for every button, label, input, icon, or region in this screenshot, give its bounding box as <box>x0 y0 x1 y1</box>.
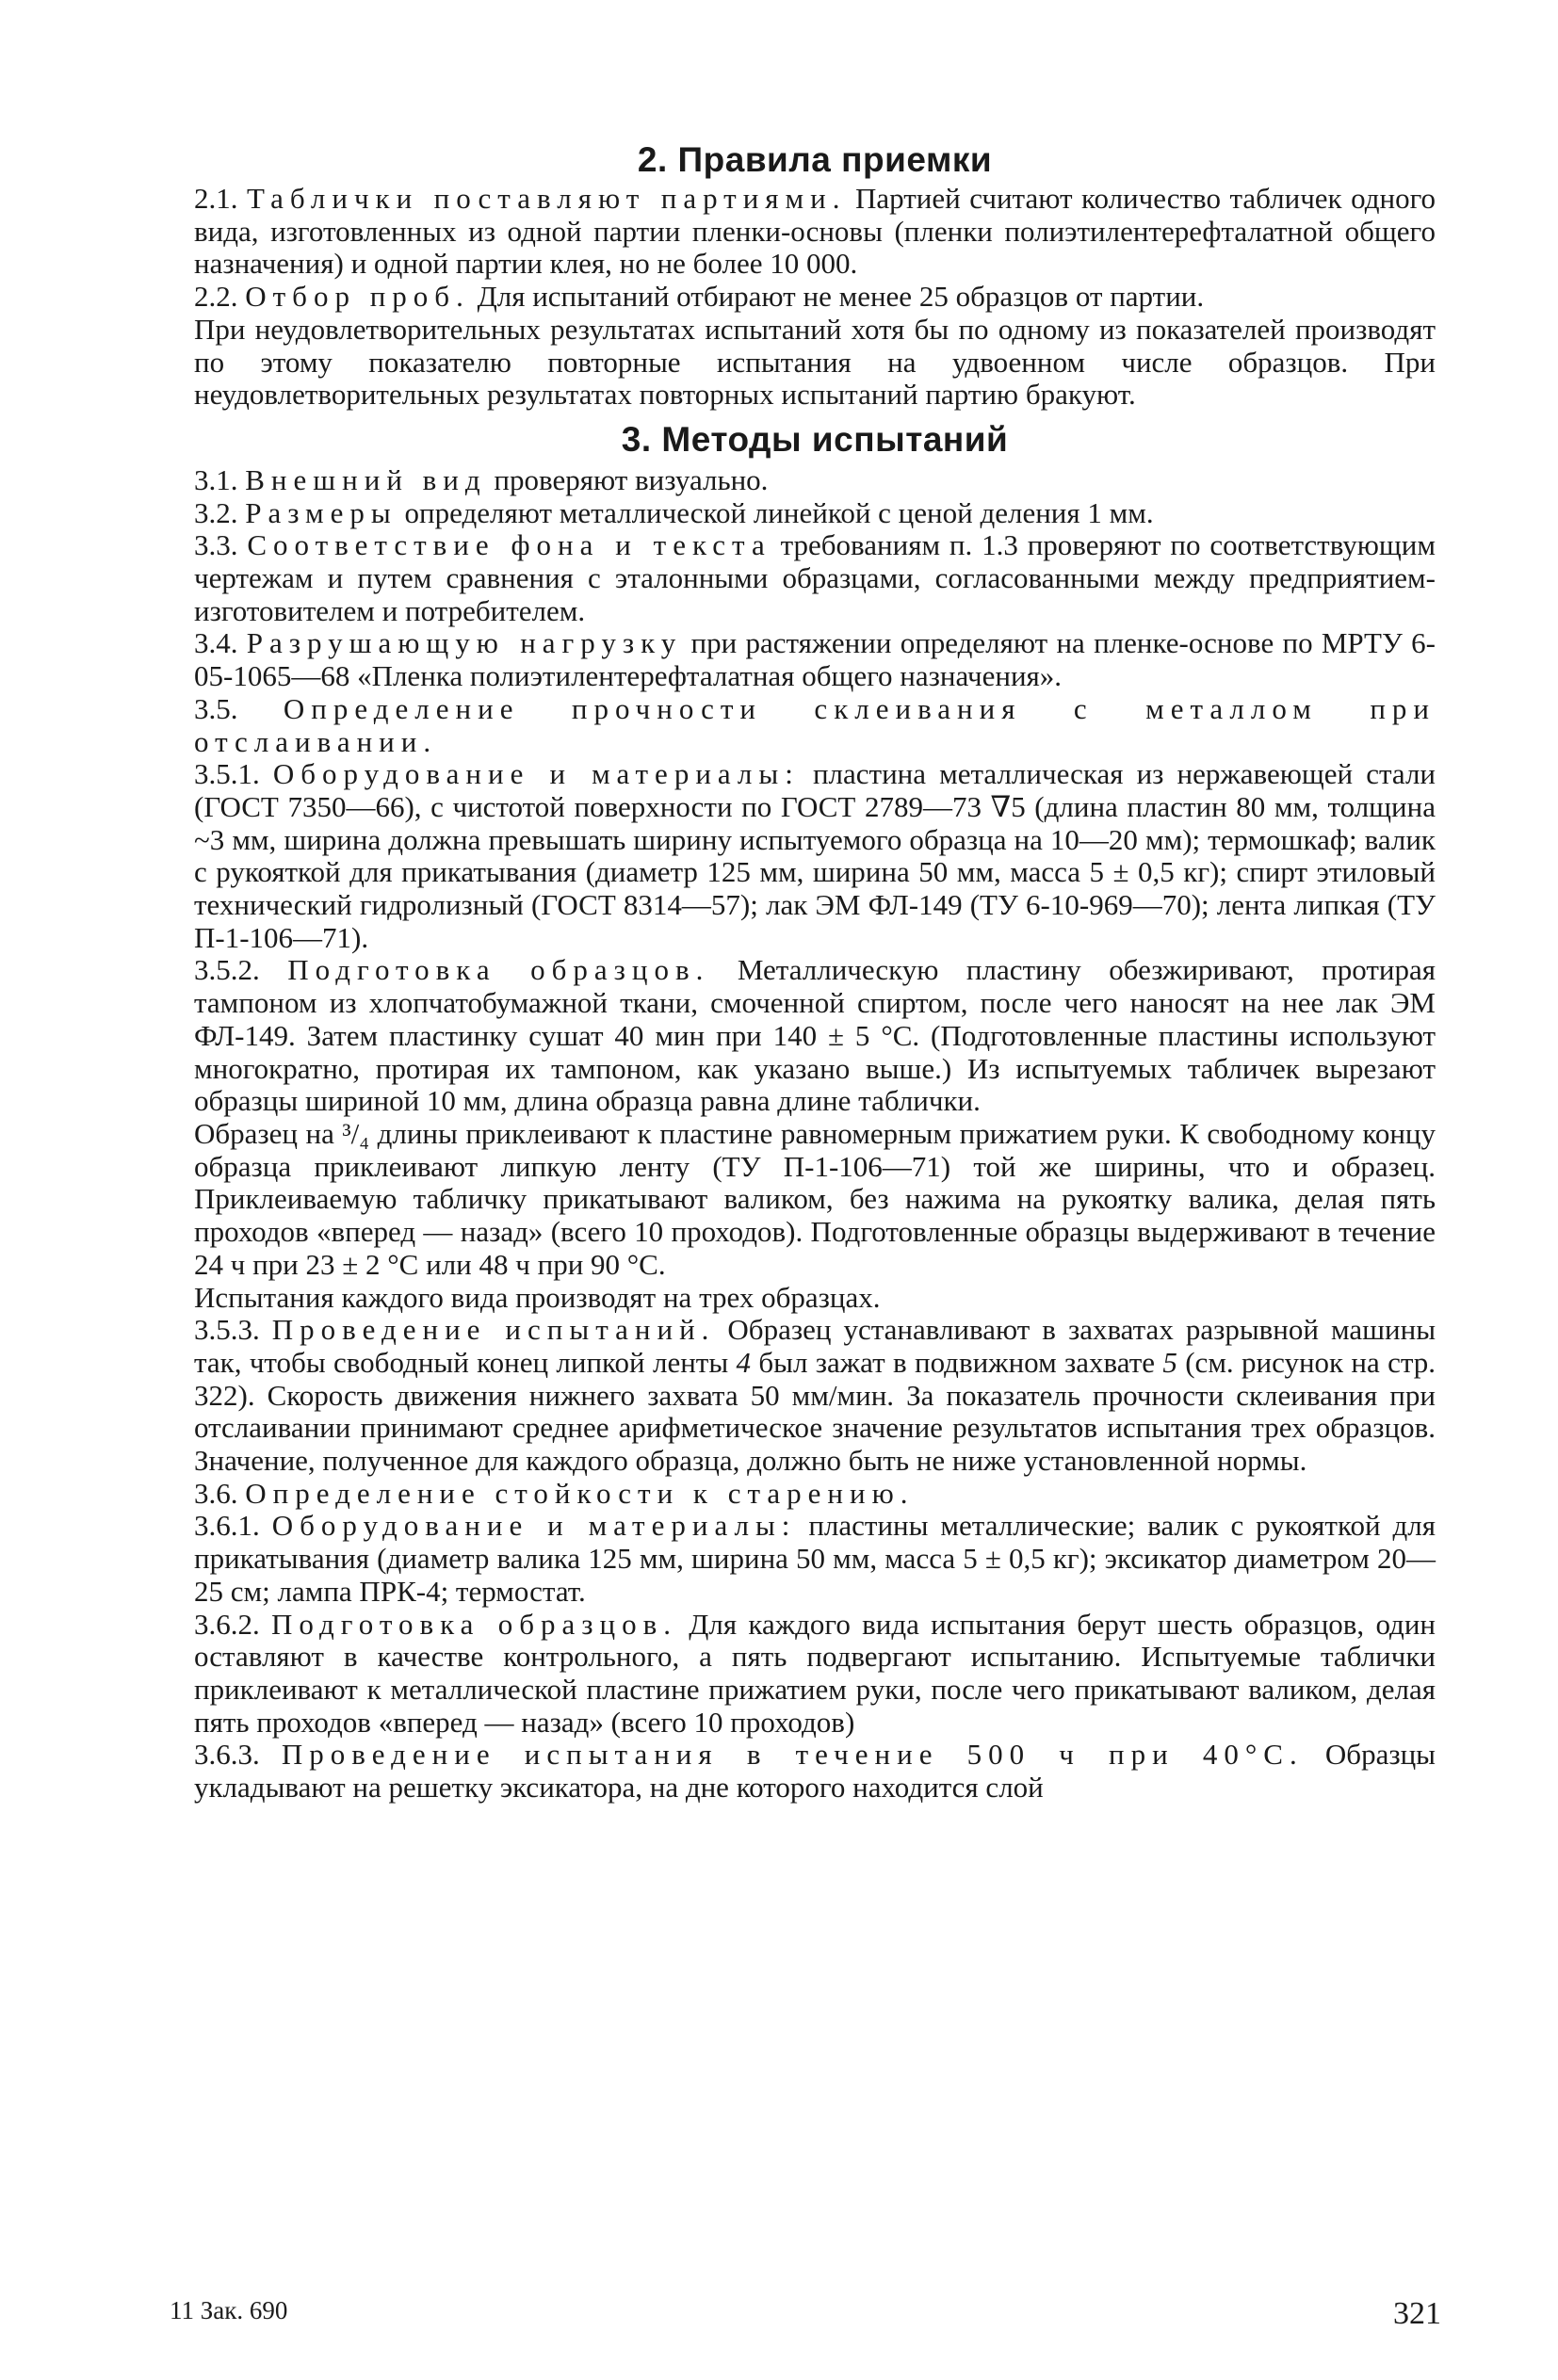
clause-number: 3.2. <box>194 495 238 529</box>
clause-text: Партией считают количество табличек одного вида, изготовленных из одной партии пленки-основы (пленки полиэтилентерефталатной общего назначения) и одной партии клея, но не более 10 000. <box>194 182 1436 281</box>
clause-lead: Подготовка образцов. <box>271 1607 677 1641</box>
page-footer <box>170 2296 1441 2334</box>
print-order-mark: 11 Зак. 690 <box>170 2296 288 2324</box>
paragraph-3-5-3 <box>194 1314 1436 1478</box>
clause-number: 2.1. <box>194 182 238 215</box>
clause-text: Для каждого вида испытания берут шесть образцов, один оставляют в качестве контрольного, а пять подвергают испытанию. Испытуемые таблички приклеивают к металлической пластине прижатием руки, после чего прикатывают валиком, делая пять проходов «вперед — назад» (всего 10 проходов) <box>194 1607 1436 1739</box>
clause-number: 3.6.1. <box>194 1509 260 1543</box>
paragraph-3-5 <box>194 693 1436 758</box>
clause-lead: Оборудование и материалы: <box>272 757 800 791</box>
clause-lead: Проведение испытания в течение 500 ч при 40°С. <box>281 1738 1304 1772</box>
clause-text: был зажат в подвижном захвате <box>758 1345 1156 1379</box>
clause-lead: Определение стойкости к старению. <box>245 1476 915 1510</box>
clause-lead: Соответствие фона и текста <box>247 528 771 562</box>
clause-text: пластины металлические; валик с рукояткой для прикатывания (диаметр валика 125 мм, ширина 50 мм, масса 5 ± 0,5 кг); эксикатор диаметром 20—25 см; лампа ПРК-4; термостат. <box>194 1509 1436 1608</box>
clause-number: 3.5.2. <box>194 953 260 987</box>
clause-text: проверяют визуально. <box>494 462 769 496</box>
page-number: 321 <box>1393 2296 1441 2331</box>
clause-lead: Подготовка образцов. <box>287 953 710 987</box>
clause-lead: Таблички поставляют партиями. <box>246 182 847 215</box>
clause-number: 3.6. <box>194 1476 238 1510</box>
clause-lead: Определение прочности склеивания с металлом при отслаивании. <box>194 691 1436 758</box>
paragraph-3-6-1 <box>194 1510 1436 1608</box>
clause-number: 3.3. <box>194 528 238 562</box>
paragraph-3-5-2-b: Образец на ³/₄ длины приклеивают к пластине равномерным прижатием руки. К свободному концу образца приклеивают липкую ленту (ТУ П-1-106—71) той же ширины, что и образец. Приклеиваемую табличку прикатывают валиком, без нажима на рукоятку валика, делая пять проходов «вперед — назад» (всего 10 проходов). Подготовленные образцы выдерживают в течение 24 ч при 23 ± 2 °С или 48 ч при 90 °С. <box>194 1116 1436 1281</box>
clause-lead: Отбор проб. <box>245 280 470 314</box>
paragraph-3-5-1 <box>194 758 1436 954</box>
paragraph-3-5-2 <box>194 954 1436 1118</box>
clause-text: Для испытаний отбирают не менее 25 образцов от партии. <box>477 280 1205 314</box>
clause-text: определяют металлической линейкой с ценой деления 1 мм. <box>404 495 1154 529</box>
clause-text: требованиям п. 1.3 проверяют по соответствующим чертежам и путем сравнения с эталонными образцами, согласованными между предприятием-изготовителем и потребителем. <box>194 528 1436 627</box>
clause-text: Образец устанавливают в захватах разрывной машины так, чтобы свободный конец липкой ленты <box>194 1313 1436 1379</box>
clause-lead: Оборудование и материалы: <box>271 1509 797 1543</box>
paragraph-3-1 <box>194 464 1436 497</box>
clause-number: 3.5.3. <box>194 1313 260 1347</box>
clause-number: 2.2. <box>194 280 238 314</box>
paragraph-2-3: При неудовлетворительных результатах испытаний хотя бы по одному из показателей производят по этому показателю повторные испытания на удвоенном числе образцов. При неудовлетворительных результатах повторных испытаний партию бракуют. <box>194 312 1436 412</box>
figure-ref-5: 5 <box>1162 1345 1177 1379</box>
paragraph-3-3 <box>194 529 1436 627</box>
clause-lead: Проведение испытаний. <box>271 1313 716 1347</box>
clause-number: 3.4. <box>194 626 238 660</box>
clause-text: Образцы укладывают на решетку эксикатора, на дне которого находится слой <box>194 1738 1436 1805</box>
paragraph-3-4 <box>194 627 1436 692</box>
paragraph-3-6 <box>194 1478 1436 1511</box>
paragraph-3-5-2-c: Испытания каждого вида производят на трех образцах. <box>194 1280 881 1314</box>
clause-lead: Размеры <box>245 495 398 529</box>
clause-number: 3.6.3. <box>194 1738 260 1772</box>
clause-number: 3.6.2. <box>194 1607 260 1641</box>
paragraph-2-2 <box>194 281 1436 314</box>
clause-text: при растяжении определяют на пленке-основе по МРТУ 6-05-1065—68 «Пленка полиэтилентерефталатная общего назначения». <box>194 626 1436 693</box>
clause-text: (см. рисунок на стр. 322). Скорость движения нижнего захвата 50 мм/мин. За показатель прочности склеивания при отслаивании принимают среднее арифметическое значение результатов испытания трех образцов. Значение, полученное для каждого образца, должно быть не ниже установленной нормы. <box>194 1345 1436 1478</box>
clause-lead: Внешний вид <box>245 462 487 496</box>
paragraph-2-1 <box>194 183 1436 281</box>
clause-number: 3.5.1. <box>194 757 260 791</box>
paragraph-3-6-2 <box>194 1609 1436 1740</box>
clause-text: пластина металлическая из нержавеющей стали (ГОСТ 7350—66), с чистотой поверхности по ГОСТ 2789—73 ∇5 (длина пластин 80 мм, толщина ~3 мм, ширина должна превышать ширину испытуемого образца на 10—20 мм); термошкаф; валик с рукояткой для прикатывания (диаметр 125 мм, ширина 50 мм, масса 5 ± 0,5 кг); спирт этиловый технический гидролизный (ГОСТ 8314—57); лак ЭМ ФЛ-149 (ТУ 6-10-969—70); лента липкая (ТУ П-1-106—71). <box>194 757 1436 954</box>
document-page <box>194 122 1436 1805</box>
clause-lead: Разрушающую нагрузку <box>246 626 683 660</box>
figure-ref-4: 4 <box>736 1345 752 1379</box>
clause-number: 3.1. <box>194 462 238 496</box>
paragraph-3-2 <box>194 497 1436 530</box>
clause-text: Металлическую пластину обезжиривают, протирая тампоном из хлопчатобумажной ткани, смоченной спиртом, после чего наносят на нее лак ЭМ ФЛ-149. Затем пластинку сушат 40 мин при 140 ± 5 °С. (Подготовленные пластины используют многократно, протирая их тампоном, как указано выше.) Из испытуемых табличек вырезают образцы шириной 10 мм, длина образца равна длине таблички. <box>194 953 1436 1118</box>
clause-number: 3.5. <box>194 691 238 725</box>
section-3-heading: 3. Методы испытаний <box>621 419 1009 459</box>
paragraph-3-6-3 <box>194 1739 1436 1804</box>
section-2-heading: 2. Правила приемки <box>637 140 993 179</box>
